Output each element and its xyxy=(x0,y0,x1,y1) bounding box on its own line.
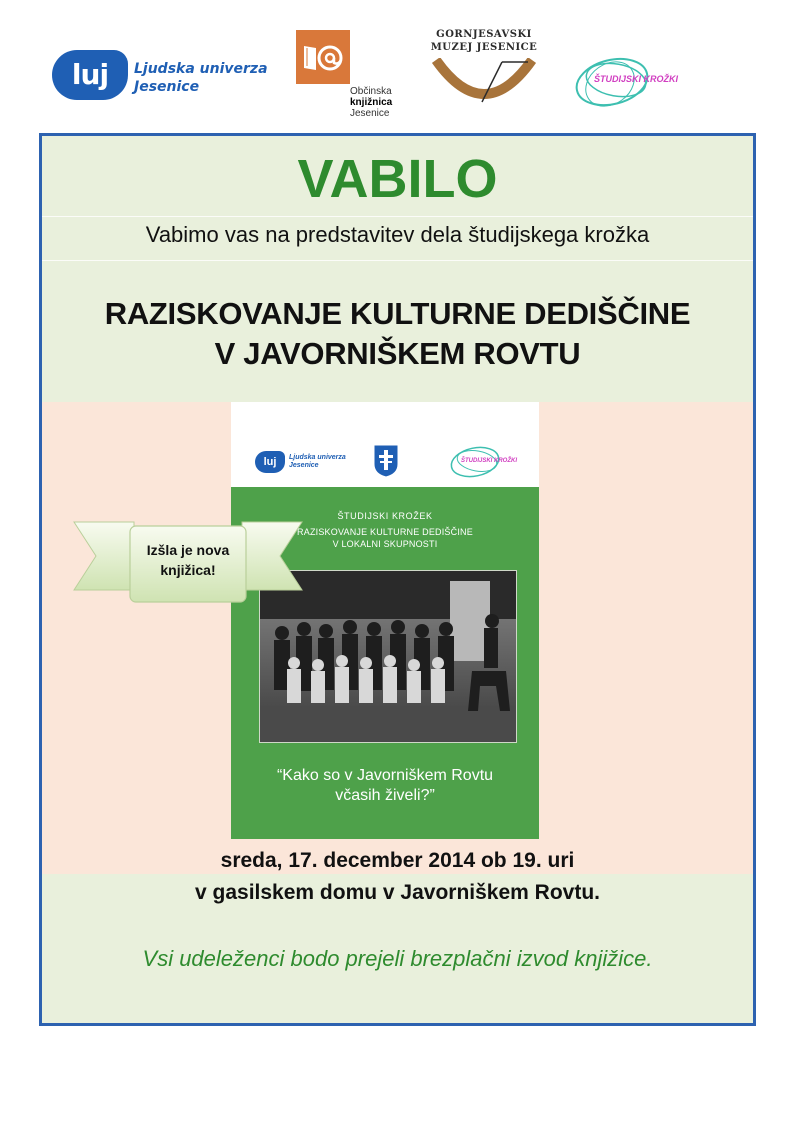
booklet-luj-mark: luj xyxy=(255,451,285,473)
page-title: VABILO xyxy=(297,149,498,209)
event-location: v gasilskem domu v Javorniškem Rovtu. xyxy=(195,881,600,904)
coat-of-arms-icon xyxy=(373,444,399,478)
booklet-luj-line1: Ljudska univerza xyxy=(289,454,346,461)
luj-logo-mark: luj xyxy=(52,50,128,100)
booklet-luj-line2: Jesenice xyxy=(289,462,319,469)
library-line2: knjižnica xyxy=(350,97,393,108)
event-title-line2: V JAVORNIŠKEM ROVTU xyxy=(214,336,581,371)
booklet-krozki-label: ŠTUDIJSKI KROŽKI xyxy=(461,458,518,464)
new-booklet-ribbon xyxy=(72,518,304,606)
library-line3: Jesenice xyxy=(350,108,390,119)
library-at-icon xyxy=(296,30,350,84)
museum-line2: MUZEJ JESENICE xyxy=(430,42,538,53)
booklet-quote xyxy=(231,766,539,806)
divider xyxy=(42,260,753,261)
ribbon-line1: Izšla je nova xyxy=(146,542,230,558)
ribbon-line2: knjižica! xyxy=(160,562,216,578)
sundial-icon xyxy=(432,58,536,110)
event-date: sreda, 17. december 2014 ob 19. uri xyxy=(220,849,575,872)
ribbon-label xyxy=(138,540,238,580)
luj-name-line2: Jesenice xyxy=(134,79,200,95)
footer-note: Vsi udeleženci bodo prejeli brezplačni izvod knjižice. xyxy=(142,946,653,971)
invitation-frame xyxy=(39,133,756,1026)
booklet-subtitle-line1: RAZISKOVANJE KULTURNE DEDIŠČINE xyxy=(297,527,473,537)
museum-name xyxy=(428,28,540,54)
booklet-quote-line2: včasih živeli?” xyxy=(335,787,435,804)
luj-name-line1: Ljudska univerza xyxy=(134,61,268,77)
booklet-logo-strip xyxy=(231,402,539,487)
library-line1: Občinska xyxy=(350,86,392,97)
luj-logo-text xyxy=(134,60,268,96)
booklet-subtitle-line2: V LOKALNI SKUPNOSTI xyxy=(332,539,438,549)
krozki-label: ŠTUDIJSKI KROŽKI xyxy=(594,74,679,84)
invitation-intro: Vabimo vas na predstavitev dela študijskega krožka xyxy=(145,222,650,247)
event-title xyxy=(42,294,753,374)
library-name xyxy=(350,86,410,119)
booklet-cover xyxy=(231,402,539,839)
booklet-luj-text xyxy=(289,454,346,470)
obcinska-knjiznica-logo xyxy=(296,30,406,120)
studijski-krozki-logo xyxy=(572,50,684,112)
divider xyxy=(42,216,753,217)
gornjesavski-muzej-logo xyxy=(428,28,540,110)
ljudska-univerza-logo xyxy=(52,50,282,104)
booklet-kicker: ŠTUDIJSKI KROŽEK xyxy=(337,511,433,521)
museum-line1: GORNJESAVSKI xyxy=(436,29,532,40)
booklet-quote-line1: “Kako so v Javorniškem Rovtu xyxy=(276,767,494,784)
event-title-line1: RAZISKOVANJE KULTURNE DEDIŠČINE xyxy=(104,296,691,331)
